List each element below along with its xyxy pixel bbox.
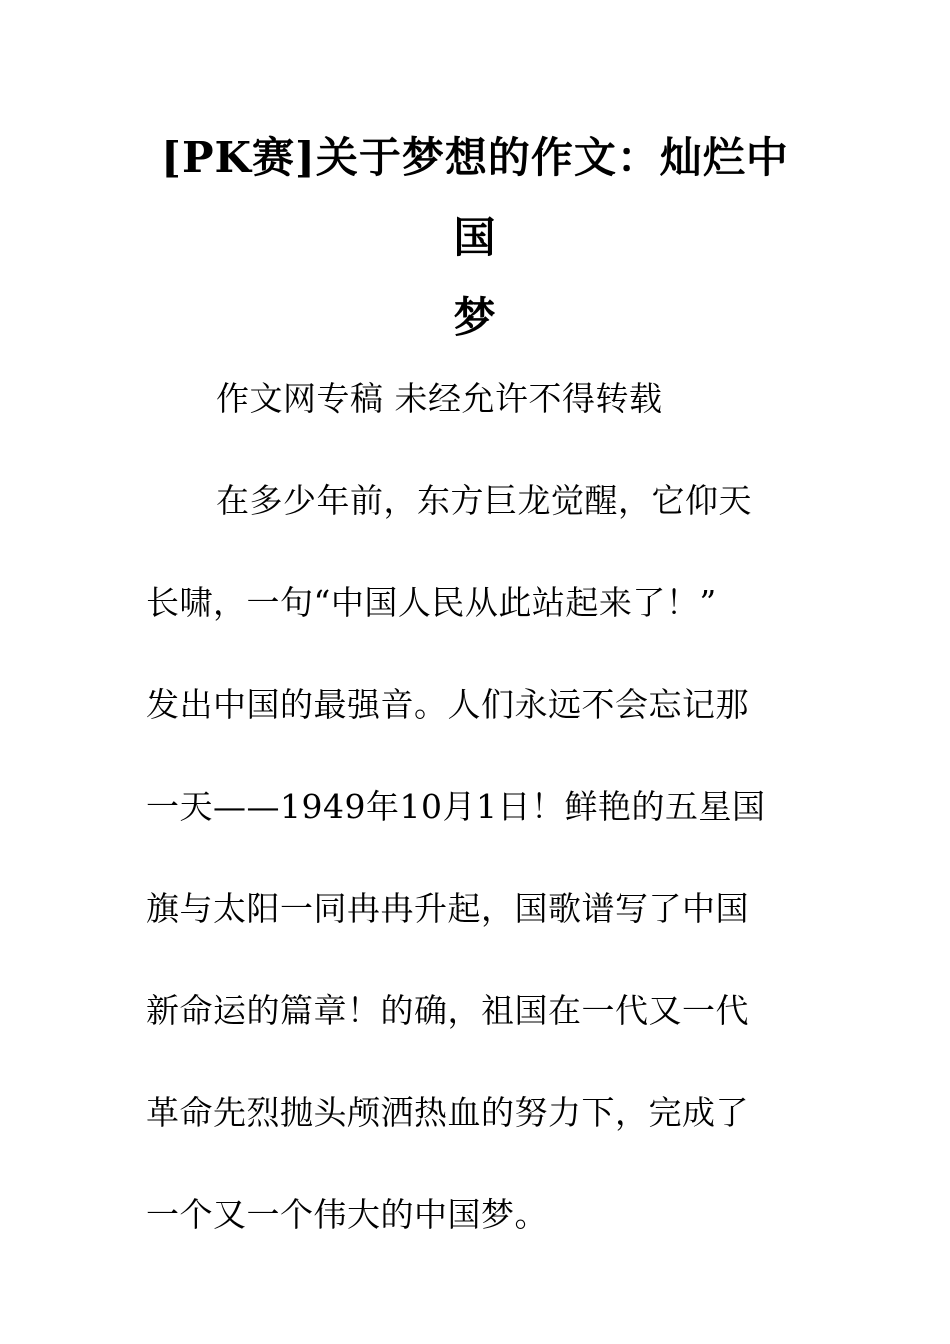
title-line-2: 梦 <box>453 293 497 342</box>
article-body <box>146 366 806 1284</box>
paragraph-line-4: 一天——1949年10月1日！鲜艳的五星国 <box>146 787 766 826</box>
paragraph-line-7: 革命先烈抛头颅洒热血的努力下，完成了 <box>146 1093 749 1132</box>
byline: 作文网专稿 未经允许不得转载 <box>216 379 663 418</box>
title-line-1: [PK赛]关于梦想的作文：灿烂中国 <box>161 133 789 262</box>
document-title <box>140 118 810 358</box>
paragraph-line-2: 长啸，一句“中国人民从此站起来了！” <box>146 583 717 622</box>
paragraph-line-6: 新命运的篇章！的确，祖国在一代又一代 <box>146 991 749 1030</box>
paragraph-line-8: 一个又一个伟大的中国梦。 <box>146 1195 548 1234</box>
paragraph-line-3: 发出中国的最强音。人们永远不会忘记那 <box>146 685 749 724</box>
paragraph-line-1: 在多少年前，东方巨龙觉醒，它仰天 <box>216 481 752 520</box>
paragraph-line-5: 旗与太阳一同冉冉升起，国歌谱写了中国 <box>146 889 749 928</box>
